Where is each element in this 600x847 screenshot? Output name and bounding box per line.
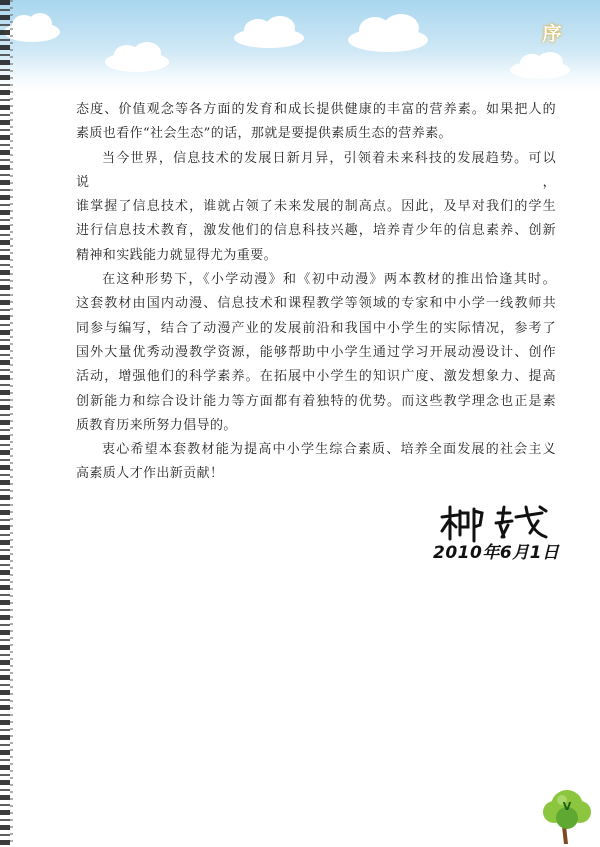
cloud-icon: [508, 50, 572, 80]
text-line: 精神和实践能力就显得尤为重要。: [76, 247, 278, 263]
text-line: 态度、价值观念等各方面的发育和成长提供健康的丰富的营养素。如果把人的: [76, 102, 556, 117]
text-line: 当今世界，信息技术的发展日新月异，引领着未来科技的发展趋势。可以说，: [76, 150, 556, 190]
binding-shadow: [10, 0, 13, 847]
sky-header-band: [0, 0, 600, 92]
text-line: 国外大量优秀动漫教学资源，能够帮助中小学生通过学习开展动漫设计、创作: [76, 344, 556, 360]
text-line: 进行信息技术教育，激发他们的信息科技兴趣，培养青少年的信息素养、创新: [76, 223, 556, 239]
page-number: V: [562, 800, 572, 813]
text-line: 活动，增强他们的科学素养。在拓展中小学生的知识广度、激发想象力、提高: [76, 369, 556, 385]
tree-icon: [540, 788, 594, 844]
signature-date: 2010年6月1日: [433, 543, 560, 563]
text-line: 衷心希望本套教材能为提高中小学生综合素质、培养全面发展的社会主义: [102, 442, 556, 458]
text-line: 质教育历来所努力倡导的。: [76, 417, 237, 433]
text-line: 谁掌握了信息技术，谁就占领了未来发展的制高点。因此，及早对我们的学生: [76, 199, 556, 215]
cloud-icon: [232, 14, 306, 50]
cloud-icon: [103, 40, 171, 74]
text-line: 素质也看作“社会生态”的话，那就是要提供素质生态的营养素。: [76, 126, 452, 142]
text-line: 高素质人才作出新贡献！: [76, 466, 224, 482]
preface-body: [76, 98, 556, 487]
text-line: 在这种形势下，《小学动漫》和《初中动漫》两本教材的推出恰逢其时。: [102, 272, 556, 288]
text-line: 同参与编写，结合了动漫产业的发展前沿和我国中小学生的实际情况，参考了: [76, 320, 556, 336]
cloud-icon: [345, 12, 431, 54]
section-mark: 序: [542, 23, 562, 45]
signature-handwriting: [438, 503, 558, 543]
text-line: 创新能力和综合设计能力等方面都有着独特的优势。而这些教学理念也正是素: [76, 393, 556, 409]
spiral-binding-edge: [0, 0, 10, 847]
text-line: 这套教材由国内动漫、信息技术和课程教学等领域的专家和中小学一线教师共: [76, 296, 556, 312]
